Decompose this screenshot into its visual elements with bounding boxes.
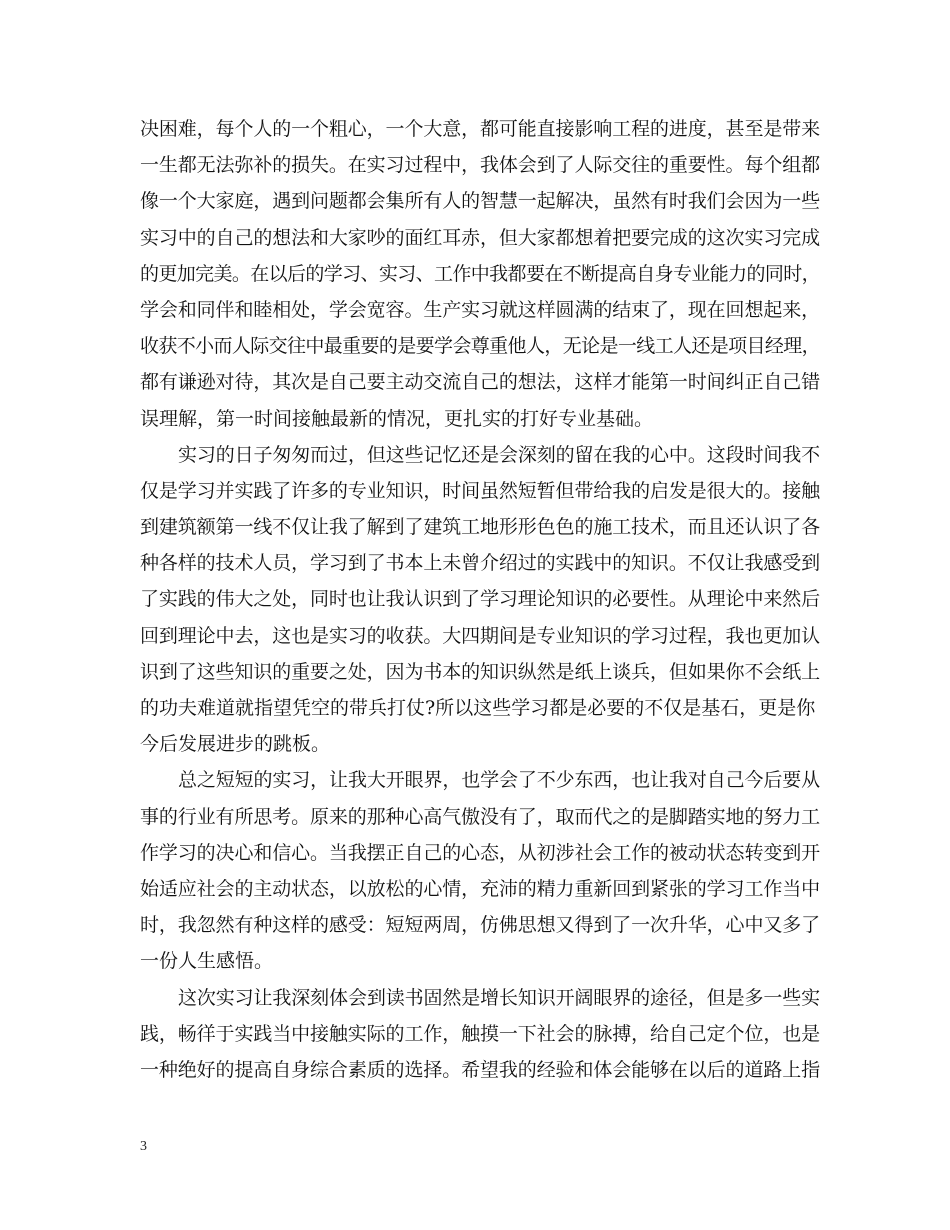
text-line: 收获不小而人际交往中最重要的是要学会尊重他人，无论是一线工人还是项目经理， (140, 335, 820, 358)
page-number: 3 (140, 1139, 147, 1154)
text-line: 一种绝好的提高自身综合素质的选择。希望我的经验和体会能够在以后的道路上指 (140, 1058, 821, 1081)
text-line: 一份人生感悟。 (140, 950, 274, 973)
text-line: 一生都无法弥补的损失。在实习过程中，我体会到了人际交往的重要性。每个组都 (140, 154, 821, 177)
text-line: 了实践的伟大之处，同时也让我认识到了学习理论知识的必要性。从理论中来然后 (140, 588, 821, 611)
text-line: 仅是学习并实践了许多的专业知识，时间虽然短暂但带给我的启发是很大的。接触 (140, 479, 821, 502)
text-line: 像一个大家庭，遇到问题都会集所有人的智慧一起解决，虽然有时我们会因为一些 (140, 190, 821, 213)
text-line: 时，我忽然有种这样的感受：短短两周，仿佛思想又得到了一次升华，心中又多了 (140, 914, 821, 937)
text-line: 作学习的决心和信心。当我摆正自己的心态，从初涉社会工作的被动状态转变到开 (140, 841, 821, 864)
text-line: 种各样的技术人员，学习到了书本上未曾介绍过的实践中的知识。不仅让我感受到 (140, 552, 821, 575)
paragraph-first-line: 这次实习让我深刻体会到读书固然是增长知识开阔眼界的途径，但是多一些实 (178, 986, 820, 1009)
text-line: 决困难，每个人的一个粗心，一个大意，都可能直接影响工程的进度，甚至是带来 (140, 118, 821, 140)
text-line: 误理解，第一时间接触最新的情况，更扎实的打好专业基础。 (140, 407, 654, 430)
text-line: 事的行业有所思考。原来的那种心高气傲没有了，取而代之的是脚踏实地的努力工 (140, 805, 821, 828)
text-line: 到建筑额第一线不仅让我了解到了建筑工地形形色色的施工技术，而且还认识了各 (140, 516, 821, 539)
text-line: 都有谦逊对待，其次是自己要主动交流自己的想法，这样才能第一时间纠正自己错 (140, 371, 821, 394)
text-line: 实习中的自己的想法和大家吵的面红耳赤，但大家都想着把要完成的这次实习完成 (140, 226, 821, 249)
text-line: 的更加完美。在以后的学习、实习、工作中我都要在不断提高自身专业能力的同时， (140, 262, 820, 285)
text-line: 今后发展进步的跳板。 (140, 733, 331, 756)
text-line: 回到理论中去，这也是实习的收获。大四期间是专业知识的学习过程，我也更加认 (140, 624, 821, 647)
text-line: 识到了这些知识的重要之处，因为书本的知识纵然是纸上谈兵，但如果你不会纸上 (140, 660, 821, 683)
text-line: 践，畅徉于实践当中接触实际的工作，触摸一下社会的脉搏，给自己定个位，也是 (140, 1022, 821, 1045)
paragraph-first-line: 实习的日子匆匆而过，但这些记忆还是会深刻的留在我的心中。这段时间我不 (178, 443, 820, 466)
paragraph-first-line: 总之短短的实习，让我大开眼界，也学会了不少东西，也让我对自己今后要从 (178, 769, 820, 792)
text-line: 始适应社会的主动状态，以放松的心情，充沛的精力重新回到紧张的学习工作当中 (140, 877, 821, 900)
body-text (140, 111, 820, 1088)
text-line: 学会和同伴和睦相处，学会宽容。生产实习就这样圆满的结束了，现在回想起来， (140, 298, 821, 321)
text-line: 的功夫难道就指望凭空的带兵打仗?所以这些学习都是必要的不仅是基石，更是你 (140, 697, 816, 719)
